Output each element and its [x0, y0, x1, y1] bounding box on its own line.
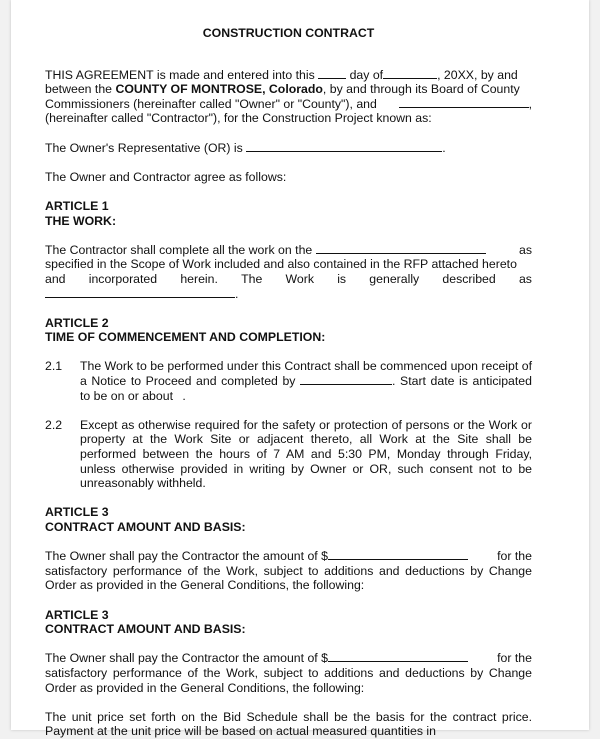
amount-blank[interactable] [328, 651, 468, 662]
for-the-text: for the [497, 549, 532, 564]
year-text: , 20XX, by and [437, 67, 518, 82]
article-1-paragraph [45, 243, 532, 301]
comma: , [528, 96, 532, 111]
amount-text: The Owner shall pay the Contractor the amount of $ [45, 549, 328, 564]
described-line [45, 272, 532, 287]
unit-price-paragraph: The unit price set forth on the Bid Schedule shall be the basis for the contract price. Payment at the unit price will be based on actual measured quantities in [45, 709, 532, 739]
document-content [45, 26, 532, 739]
project-blank[interactable] [316, 243, 486, 254]
word: incorporated [88, 271, 158, 286]
description-blank[interactable] [45, 287, 235, 298]
article-2-heading [45, 316, 532, 345]
clause-2-2-text: Except as otherwise required for the safety or protection of persons or the Work or property at the Work Site or adjacent thereto, all Work at the Site shall be performed between the hours of 7 AM and 5:30 PM, Monday through Friday, unless otherwise provided in writing by Owner or OR, such consent not to be unreasonably withheld. [80, 417, 532, 491]
clause-text [80, 359, 532, 403]
word: The [241, 271, 263, 286]
period: . [442, 140, 446, 155]
intro-project: (hereinafter called "Contractor"), for the Construction Project known as: [45, 111, 432, 126]
start-date-text: . Start date is anticipated to be on or about [80, 374, 532, 403]
county-name: COUNTY OF MONTROSE, Colorado [115, 82, 323, 97]
owner-rep-text: The Owner's Representative (OR) is [45, 140, 243, 155]
word: is [337, 271, 347, 286]
word: and [45, 271, 66, 286]
document-title: CONSTRUCTION CONTRACT [202, 26, 375, 40]
agree-paragraph: The Owner and Contractor agree as follows: [45, 169, 287, 184]
owner-rep-paragraph [45, 141, 532, 156]
word: described [442, 271, 496, 286]
clause-number: 2.1 [45, 359, 63, 374]
article-1-number: ARTICLE 1 [45, 198, 109, 213]
intro-commissioners: Commissioners (hereinafter called "Owner" or "County"), and [45, 96, 377, 111]
article-3-heading [45, 505, 532, 534]
day-of-text: day of [349, 67, 384, 82]
word: herein. [180, 271, 218, 286]
intro-between: between the [45, 82, 113, 97]
amount-text: The Owner shall pay the Contractor the amount of $ [45, 651, 328, 666]
word: generally [369, 271, 420, 286]
article-1-heading [45, 199, 532, 228]
article-3-title: CONTRACT AMOUNT AND BASIS: [45, 520, 246, 534]
amount-rest-text: satisfactory performance of the Work, subject to additions and deductions by Change Order as provided in the General Conditions, the following: [45, 665, 532, 695]
owner-rep-blank[interactable] [246, 141, 442, 152]
article-2-number: ARTICLE 2 [45, 315, 109, 330]
as-text: as [519, 242, 532, 257]
document-page [11, 0, 589, 739]
clause-2-2 [45, 418, 532, 491]
month-blank[interactable] [383, 68, 437, 79]
word: Work [285, 271, 314, 286]
period: . [235, 286, 239, 301]
article-1-title: THE WORK: [45, 213, 117, 228]
article-3-paragraph [45, 549, 532, 593]
word: as [518, 271, 532, 286]
article-2-title: TIME OF COMMENCEMENT AND COMPLETION: [45, 330, 326, 345]
clause-2-1-text: The Work to be performed under this Contract shall be commenced upon receipt of a Notice to Proceed and completed by [80, 359, 532, 389]
scope-text: specified in the Scope of Work included and also contained in the RFP attached hereto [45, 257, 517, 272]
completion-date-blank[interactable] [300, 374, 392, 385]
for-the-text: for the [497, 651, 532, 666]
clause-2-1 [45, 359, 532, 403]
clause-number: 2.2 [45, 417, 63, 432]
article-3-number: ARTICLE 3 [45, 607, 109, 622]
day-blank[interactable] [318, 68, 346, 79]
period: . [182, 388, 186, 403]
article-3-number: ARTICLE 3 [45, 505, 109, 520]
work-text: The Contractor shall complete all the work on the [45, 242, 313, 257]
amount-blank[interactable] [328, 549, 468, 560]
intro-board: , by and through its Board of County [322, 82, 520, 97]
article-3-paragraph-repeat [45, 651, 532, 695]
article-3-title: CONTRACT AMOUNT AND BASIS: [45, 622, 246, 637]
contractor-name-blank[interactable] [399, 97, 529, 108]
intro-text: THIS AGREEMENT is made and entered into this [45, 67, 315, 82]
amount-rest-text: satisfactory performance of the Work, subject to additions and deductions by Change Order as provided in the General Conditions, the following: [45, 563, 532, 593]
article-3-heading-repeat [45, 608, 532, 637]
intro-paragraph [45, 68, 532, 126]
